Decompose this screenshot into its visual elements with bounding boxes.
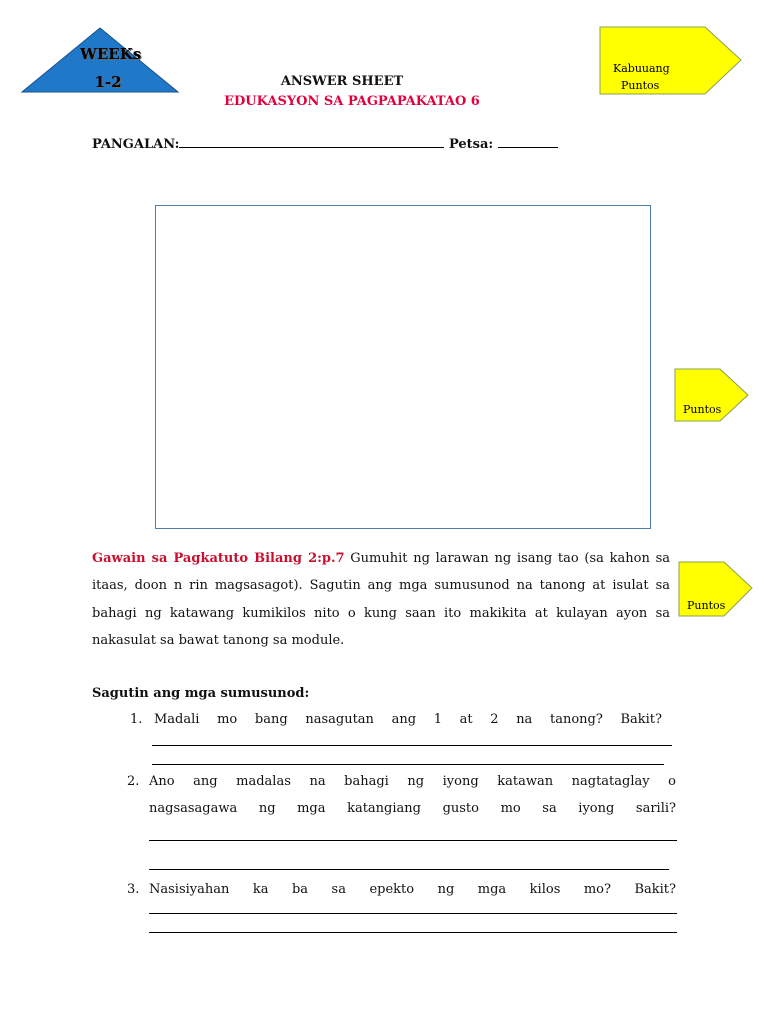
question-1-text: Madali mo bang nasagutan ang 1 at 2 na tanong? Bakit? xyxy=(154,712,662,727)
question-2-text-line-1: Ano ang madalas na bahagi ng iyong katawan nagtataglay o xyxy=(149,774,676,789)
instructions-body: Gumuhit ng larawan ng isang tao (sa kahon sa itaas, doon n rin magsasagot). Sagutin ang mga sumusunod na tanong at isulat sa bahagi ng katawang kumikilos nito o kung saan ito makikita at kulayan ayon sa nakasulat sa bawat tanong sa module. xyxy=(92,551,670,648)
activity-score-label: Puntos xyxy=(687,599,726,612)
question-3-answer-line-2[interactable] xyxy=(149,932,677,933)
drawing-score-label: Puntos xyxy=(683,403,722,416)
date-label: Petsa: xyxy=(448,137,494,152)
weeks-range: 1-2 xyxy=(94,73,122,91)
question-1-answer-line-2[interactable] xyxy=(152,764,664,765)
question-3-answer-line-1[interactable] xyxy=(149,913,677,914)
questions-heading: Sagutin ang mga sumusunod: xyxy=(92,686,310,701)
date-field[interactable] xyxy=(498,134,558,148)
total-score-label-2: Puntos xyxy=(621,79,660,92)
question-3-text: Nasisiyahan ka ba sa epekto ng mga kilos mo? Bakit? xyxy=(149,882,676,897)
question-2-answer-line-2[interactable] xyxy=(149,869,669,870)
student-info-row xyxy=(92,134,558,152)
question-3-number: 3. xyxy=(127,882,140,897)
question-2-answer-line-1[interactable] xyxy=(149,840,677,841)
page-title: ANSWER SHEET xyxy=(280,74,404,89)
name-label: PANGALAN: xyxy=(92,137,180,152)
drawing-box[interactable] xyxy=(155,205,651,529)
activity-label: Gawain sa Pagkatuto Bilang 2:p.7 xyxy=(92,551,345,566)
subject-title: EDUKASYON SA PAGPAPAKATAO 6 xyxy=(224,94,480,109)
name-field[interactable] xyxy=(179,134,444,148)
question-2-number: 2. xyxy=(127,774,140,789)
activity-score-tag xyxy=(678,561,754,619)
question-2-text-line-2: nagsasagawa ng mga katangiang gusto mo sa iyong sarili? xyxy=(149,801,676,816)
question-1-answer-line-1[interactable] xyxy=(152,745,672,746)
instructions xyxy=(92,545,670,654)
drawing-score-tag xyxy=(674,368,750,424)
total-score-label-1: Kabuuang xyxy=(613,62,670,75)
question-1-number: 1. xyxy=(130,712,143,727)
weeks-label: WEEKs xyxy=(80,45,142,63)
